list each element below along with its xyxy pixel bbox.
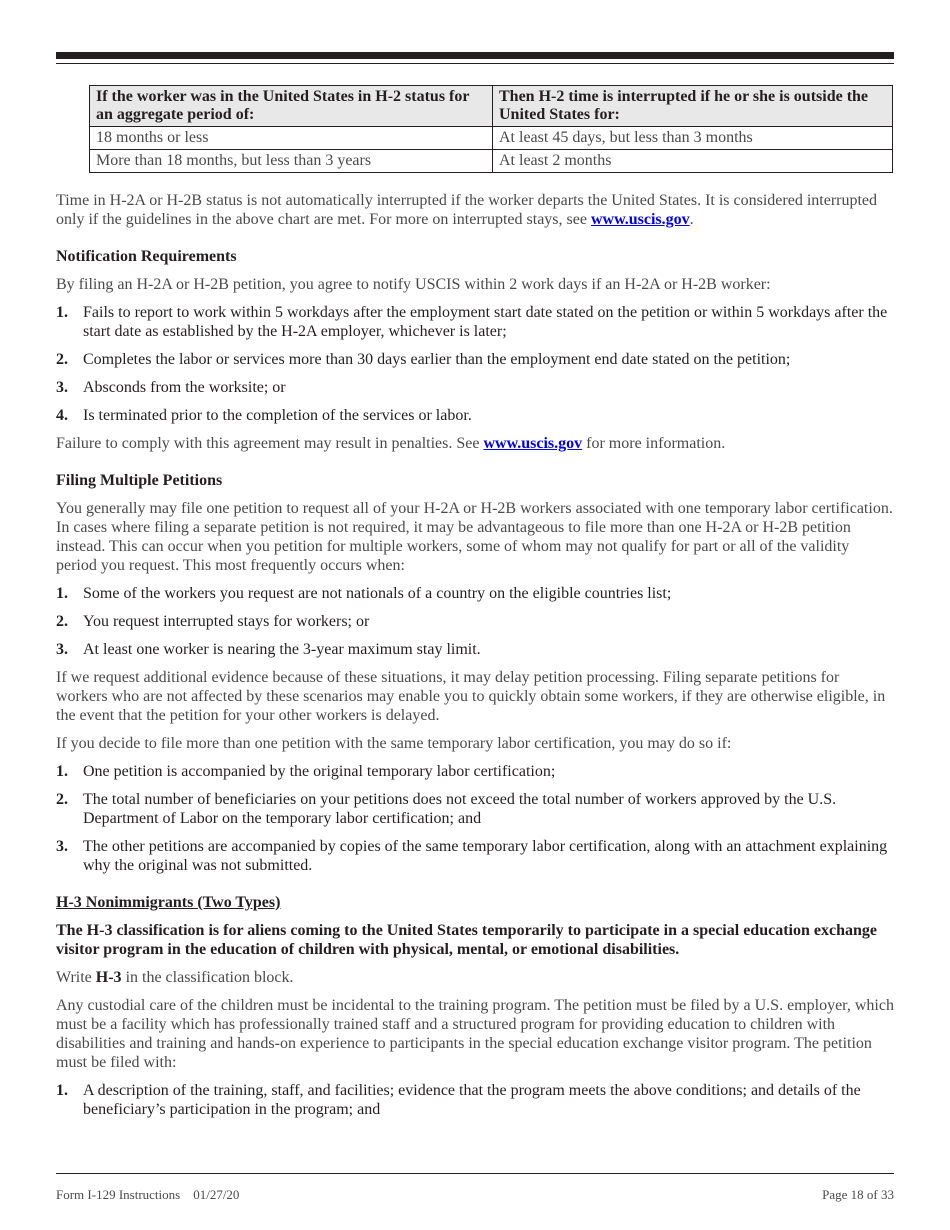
list-text: Completes the labor or services more than 30 days earlier than the employment end date stated on the petition;	[83, 351, 791, 368]
notification-intro: By filing an H-2A or H-2B petition, you agree to notify USCIS within 2 work days if an H-2A or H-2B worker:	[56, 276, 771, 293]
list-item	[56, 303, 894, 341]
additional-evidence-paragraph: If we request additional evidence because of these situations, it may delay petition processing. Filing separate petitions for workers who are not affected by these scenarios may enable you to quickly obtain some workers, if they are otherwise eligible, in the event that the petition for your other workers is delayed.	[56, 669, 886, 724]
table-cell: At least 45 days, but less than 3 months	[493, 127, 893, 150]
list-text: A description of the training, staff, and facilities; evidence that the program meets the above conditions; and details of the beneficiary’s participation in the program; and	[83, 1082, 861, 1118]
list-text: Absconds from the worksite; or	[83, 379, 286, 396]
list-item	[56, 378, 894, 397]
h2-interruption-table	[89, 85, 893, 173]
list-text: Fails to report to work within 5 workdays after the employment start date stated on the petition or within 5 workdays after the start date as established by the H-2A employer, whichever is later;	[83, 304, 888, 340]
list-number: 2.	[56, 351, 68, 368]
list-number: 1.	[56, 1082, 68, 1099]
interrupted-stay-paragraph	[56, 191, 894, 229]
footer-form-label: Form I-129 Instructions 01/27/20	[56, 1187, 240, 1202]
paragraph-text: Failure to comply with this agreement may result in penalties. See	[56, 435, 484, 452]
failure-paragraph	[56, 434, 894, 453]
page-number: Page 18 of 33	[822, 1187, 894, 1202]
list-item	[56, 762, 894, 781]
table-header-row	[90, 86, 893, 127]
list-number: 2.	[56, 791, 68, 808]
list-item	[56, 790, 894, 828]
uscis-link[interactable]: www.uscis.gov	[590, 211, 690, 228]
paragraph-end: .	[689, 211, 694, 228]
more-than-one-paragraph: If you decide to file more than one petition with the same temporary labor certification, you may do so if:	[56, 735, 732, 752]
table-header-cell: If the worker was in the United States in H-2 status for an aggregate period of:	[90, 86, 493, 127]
list-number: 2.	[56, 613, 68, 630]
section-heading-notification: Notification Requirements	[56, 248, 237, 265]
list-number: 3.	[56, 641, 68, 658]
list-number: 1.	[56, 763, 68, 780]
section-heading-multiple-petitions: Filing Multiple Petitions	[56, 472, 223, 489]
header-thin-rule	[56, 63, 894, 64]
list-number: 4.	[56, 407, 68, 424]
page-footer	[56, 1185, 894, 1204]
classification-code: H-3	[95, 969, 122, 986]
footer-rule	[56, 1173, 894, 1174]
list-item	[56, 350, 894, 369]
table-cell: More than 18 months, but less than 3 years	[90, 150, 493, 173]
header-thick-rule	[56, 52, 894, 59]
paragraph-text: for more information.	[582, 435, 726, 452]
custodial-care-paragraph: Any custodial care of the children must be incidental to the training program. The petition must be filed by a U.S. employer, which must be a facility which has professionally trained staff and a structured program for providing education to children with disabilities and training and hands-on experience to participants in the special education exchange visitor program. The petition must be filed with:	[56, 997, 894, 1071]
list-item	[56, 612, 894, 631]
list-item	[56, 1081, 894, 1119]
section-heading-h3: H-3 Nonimmigrants (Two Types)	[56, 894, 281, 911]
h3-classification-paragraph: The H-3 classification is for aliens coming to the United States temporarily to participate in a special education exchange visitor program in the education of children with physical, mental, or emotional disabilities.	[56, 922, 877, 958]
list-item	[56, 406, 894, 425]
list-item	[56, 640, 894, 659]
table-cell: At least 2 months	[493, 150, 893, 173]
paragraph-text: in the classification block.	[121, 969, 294, 986]
list-number: 3.	[56, 838, 68, 855]
list-number: 3.	[56, 379, 68, 396]
list-number: 1.	[56, 585, 68, 602]
table-row	[90, 127, 893, 150]
page-content	[56, 85, 894, 1119]
list-text: Is terminated prior to the completion of the services or labor.	[83, 407, 472, 424]
table-cell: 18 months or less	[90, 127, 493, 150]
paragraph-text: Write	[56, 969, 96, 986]
list-item	[56, 837, 894, 875]
multiple-intro: You generally may file one petition to request all of your H-2A or H-2B workers associated with one temporary labor certification. In cases where filing a separate petition is not required, it may be advantageous to file more than one H-2A or H-2B petition instead. This can occur when you petition for multiple workers, some of whom may not qualify for part or all of the validity period you request. This most frequently occurs when:	[56, 500, 893, 574]
list-text: One petition is accompanied by the original temporary labor certification;	[83, 763, 556, 780]
list-number: 1.	[56, 304, 68, 321]
uscis-link[interactable]: www.uscis.gov	[483, 435, 583, 452]
list-text: You request interrupted stays for workers; or	[83, 613, 370, 630]
table-row	[90, 150, 893, 173]
list-item	[56, 584, 894, 603]
paragraph-text: Time in H-2A or H-2B status is not automatically interrupted if the worker departs the United States. It is considered interrupted only if the guidelines in the above chart are met. For more on interrupted stays, see	[56, 192, 878, 228]
list-text: At least one worker is nearing the 3-year maximum stay limit.	[83, 641, 481, 658]
list-text: Some of the workers you request are not nationals of a country on the eligible countries list;	[83, 585, 672, 602]
list-text: The total number of beneficiaries on your petitions does not exceed the total number of workers approved by the U.S. Department of Labor on the temporary labor certification; and	[83, 791, 837, 827]
write-h3-paragraph	[56, 968, 894, 987]
list-text: The other petitions are accompanied by copies of the same temporary labor certification, along with an attachment explaining why the original was not submitted.	[83, 838, 888, 874]
table-header-cell: Then H-2 time is interrupted if he or she is outside the United States for:	[493, 86, 893, 127]
